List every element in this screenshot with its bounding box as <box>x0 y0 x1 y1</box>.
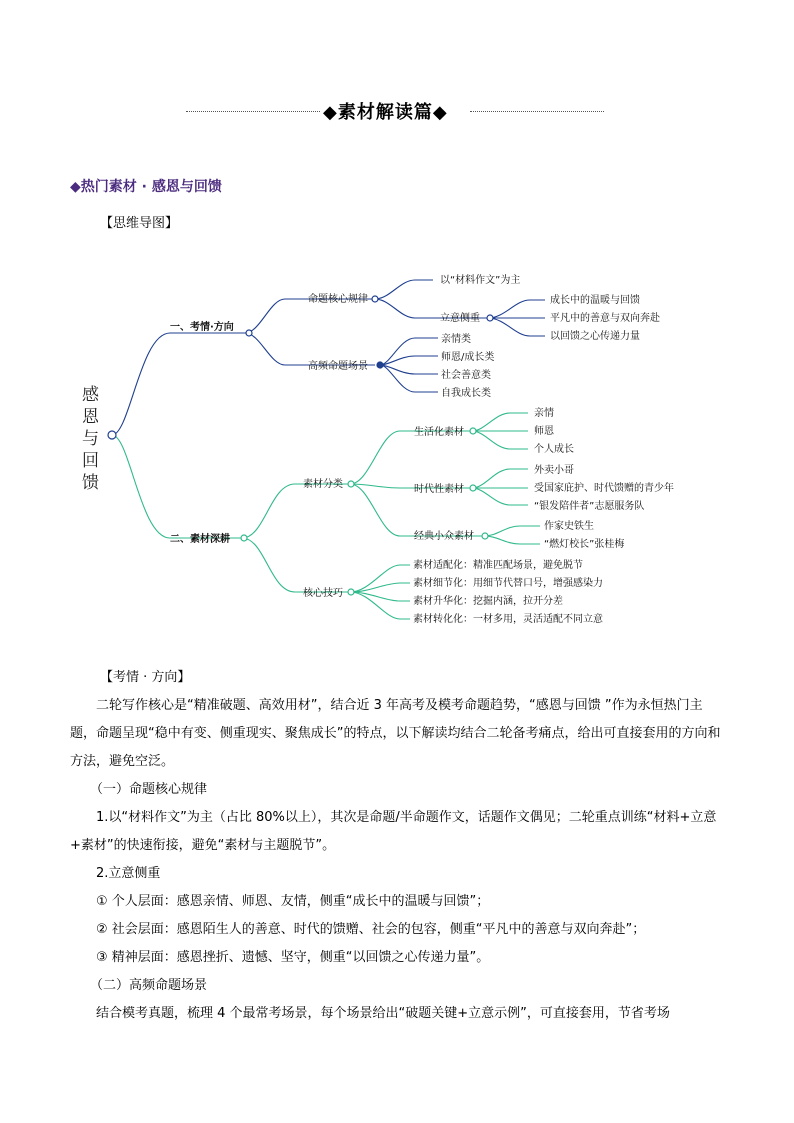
node-icon <box>470 485 476 491</box>
node-icon <box>377 362 383 368</box>
node-icon <box>348 589 354 595</box>
paragraph: ② 社会层面：感恩陌生人的善意、时代的馈赠、社会的包容，侧重“平凡中的善意与双向奔赴”； <box>96 922 646 937</box>
paragraph: ③ 精神层面：感恩挫折、遗憾、坚守，侧重“以回馈之心传递力量”。 <box>96 950 490 965</box>
node-icon <box>482 533 488 539</box>
heading-kaoqing: 【考情 · 方向】 <box>100 670 191 685</box>
node-label: 以回馈之心传递力量 <box>550 331 640 342</box>
heading-rules: （一）命题核心规律 <box>90 782 208 797</box>
node-icon <box>487 315 493 321</box>
node-label: 高频命题场景 <box>308 361 368 372</box>
node-label: 以“材料作文”为主 <box>440 275 521 286</box>
paragraph: 结合模考真题，梳理 4 个最常考场景，每个场景给出“破题关键+立意示例”，可直接套用，节省考场 <box>96 1006 670 1021</box>
node-label: 时代性素材 <box>414 484 464 495</box>
node-label: 师恩 <box>534 426 554 437</box>
mind-map <box>70 255 730 655</box>
node-label: 外卖小哥 <box>534 465 574 476</box>
body-text <box>70 664 725 1028</box>
node-label: 成长中的温暖与回馈 <box>550 295 640 306</box>
node-label: “燃灯校长”张桂梅 <box>544 539 625 550</box>
paragraph: 1.以“材料作文”为主（占比 80%以上），其次是命题/半命题作文，话题作文偶见；二轮重点训练“材料+立意+素材”的快速衔接，避免“素材与主题脱节”。 <box>70 810 717 853</box>
root-char: 与 <box>82 429 99 449</box>
page-title: ◆素材解读篇◆ <box>323 102 448 123</box>
root-char: 恩 <box>82 407 99 427</box>
node-label: 素材升华化：挖掘内涵，拉开分差 <box>413 596 563 607</box>
page-header <box>0 96 794 126</box>
node-label: 自我成长类 <box>441 388 491 399</box>
header-left-rule <box>186 111 320 112</box>
node-label: 受国家庇护、时代馈赠的青少年 <box>534 483 674 494</box>
node-label: 平凡中的善意与双向奔赴 <box>550 313 660 324</box>
node-label: 师恩/成长类 <box>441 352 495 363</box>
mindmap-label: 【思维导图】 <box>100 216 179 231</box>
root-node-icon <box>108 431 116 439</box>
node-label: 生活化素材 <box>414 427 464 438</box>
root-label <box>82 385 100 493</box>
node-label: 素材适配化：精准匹配场景，避免脱节 <box>413 560 583 571</box>
paragraph: ① 个人层面：感恩亲情、师恩、友情，侧重“成长中的温暖与回馈”； <box>96 894 490 909</box>
node-icon <box>241 535 247 541</box>
root-char: 馈 <box>82 473 99 493</box>
node-label: 作家史铁生 <box>544 521 594 532</box>
node-label: 立意侧重 <box>440 313 480 324</box>
root-char: 回 <box>82 451 99 471</box>
branch2-label: 二、素材深耕 <box>170 534 230 545</box>
branch1-label: 一、考情·方向 <box>170 322 234 333</box>
node-label: 核心技巧 <box>303 588 343 599</box>
node-label: 社会善意类 <box>441 370 491 381</box>
paragraph: 二轮写作核心是“精准破题、高效用材”，结合近 3 年高考及模考命题趋势，“感恩与回馈 ”作为永恒热门主题，命题呈现“稳中有变、侧重现实、聚焦成长”的特点，以下解读均结合二轮备考痛点，给出可直接套用的方向和方法，避免空泛。 <box>70 698 721 769</box>
node-label: 命题核心规律 <box>308 294 368 305</box>
node-icon <box>372 296 378 302</box>
node-label: “银发陪伴者”志愿服务队 <box>534 501 645 512</box>
node-icon <box>470 428 476 434</box>
node-label: 素材细节化：用细节代替口号，增强感染力 <box>413 578 603 589</box>
heading-scenes: （二）高频命题场景 <box>90 978 208 993</box>
node-markers <box>108 296 493 595</box>
node-label: 素材分类 <box>303 479 343 490</box>
node-icon <box>348 481 354 487</box>
node-label: 素材转化化：一材多用，灵活适配不同立意 <box>413 614 603 625</box>
node-label: 经典小众素材 <box>414 531 474 542</box>
section-title: ◆热门素材 · 感恩与回馈 <box>70 179 222 195</box>
node-label: 亲情类 <box>441 334 471 345</box>
node-label: 个人成长 <box>534 444 574 455</box>
node-label: 亲情 <box>534 408 554 419</box>
header-right-rule <box>470 111 604 112</box>
root-char: 感 <box>82 385 99 405</box>
paragraph: 2.立意侧重 <box>96 866 161 881</box>
node-icon <box>246 330 252 336</box>
